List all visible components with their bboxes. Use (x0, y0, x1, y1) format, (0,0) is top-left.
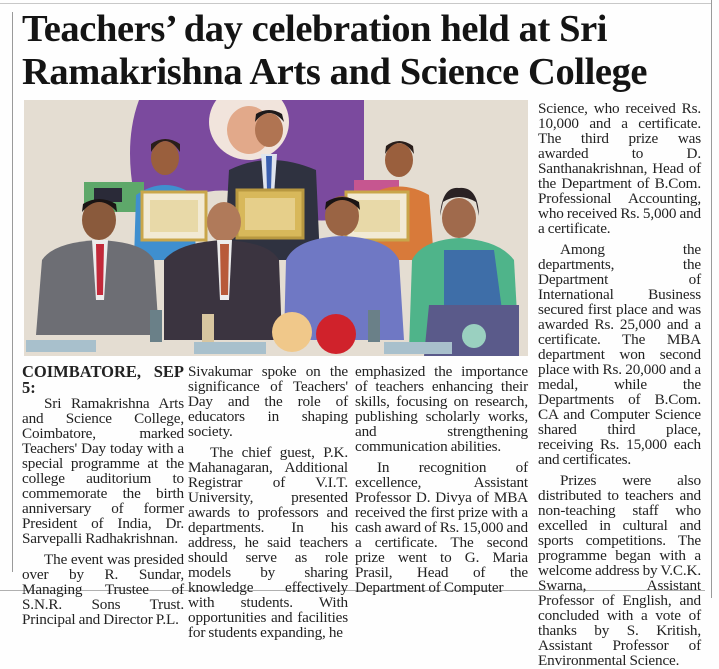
top-rule (0, 3, 712, 4)
article-column-4 (538, 101, 701, 668)
paragraph: Prizes were also distributed to teachers and non-teaching staff who excelled in cultural and sports competitions. The programme began with a welcome address by V.C.K. Swarna, Assistant Professor of English, and concluded with a vote of thanks by S. Kritish, Assistant Professor of Environmental Science. (538, 472, 701, 669)
article-column-1 (22, 364, 184, 627)
dateline: COIMBATORE, SEP 5: (22, 362, 184, 397)
left-column-rule (12, 12, 13, 572)
paragraph: Sri Ramakrishna Arts and Science College, Coimbatore, marked Teachers' Day today with a special programme at the college auditorium to commemorate the birth anniversary of former President of India, Dr. Sarvepalli Radhakrishnan. (22, 395, 184, 547)
headline: Teachers’ day celebration held at Sri Ramakrishna Arts and Science College (22, 8, 648, 93)
group-photo (24, 100, 528, 356)
article-column-2 (188, 364, 348, 640)
paragraph: In recognition of excellence, Assistant Professor D. Divya of MBA received the first prize with a cash award of Rs. 15,000 and a certificate. The second prize went to G. Maria Prasil, Head of the Department of Computer (355, 459, 528, 596)
paragraph: The chief guest, P.K. Mahanagaran, Additional Registrar of V.I.T. University, presented awards to professors and departments. In his address, he said teachers should serve as role models by sharing knowledge effectively with students. With opportunities and facilities for students expanding, he (188, 444, 348, 641)
right-column-rule (711, 0, 712, 598)
group-photo-image-icon (24, 100, 528, 356)
paragraph: emphasized the importance of teachers enhancing their skills, focusing on research, publishing scholarly works, and strengthening communication abilities. (355, 363, 528, 455)
paragraph: The event was presided over by R. Sundar, Managing Trustee of S.N.R. Sons Trust. Principal and Director P.L. (22, 551, 184, 628)
paragraph: Sivakumar spoke on the significance of Teachers' Day and the role of educators in shaping society. (188, 363, 348, 440)
paragraph: Science, who received Rs. 10,000 and a certificate. The third prize was awarded to D. Santhanakrishnan, Head of the Department of B.Com. Professional Accounting, who received Rs. 5,000 and a certificate. (538, 100, 701, 237)
paragraph: Among the departments, the Department of International Business secured first place and was awarded Rs. 25,000 and a certificate. The MBA department won second place with Rs. 20,000 and a medal, while the Departments of B.Com. CA and Computer Science shared third place, receiving Rs. 15,000 each and certificates. (538, 241, 701, 468)
article-column-3 (355, 364, 528, 595)
